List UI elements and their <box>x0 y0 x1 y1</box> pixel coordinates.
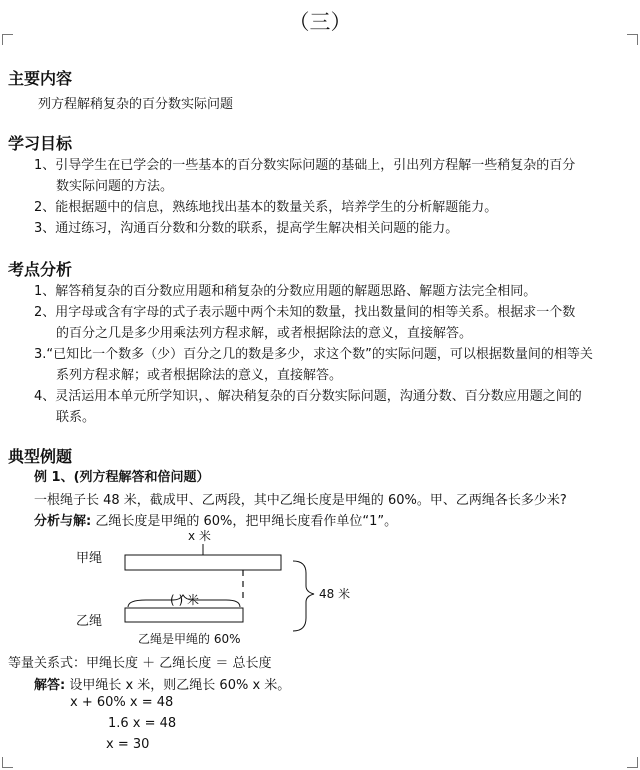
analysis-label: 分析与解: <box>34 514 92 529</box>
diagram-label-total: 48 米 <box>319 587 351 601</box>
goal-line: 数实际问题的方法。 <box>56 179 174 194</box>
diagram-label-yi: 乙绳 <box>76 614 103 629</box>
section-heading-key-points: 考点分析 <box>8 260 73 279</box>
diagram-brace-total <box>293 561 314 631</box>
section-heading-learning-goals: 学习目标 <box>8 134 73 153</box>
key-point-line: 3.“已知比一个数多（少）百分之几的数是多少，求这个数”的实际问题，可以根据数量间的相等关 <box>34 347 593 362</box>
key-point-line: 的百分之几是多少用乘法列方程求解，或者根据除法的意义，直接解答。 <box>56 326 473 341</box>
page-title: （三） <box>288 10 352 34</box>
key-point-line: 联系。 <box>56 410 96 425</box>
diagram-bar-yi <box>125 608 243 622</box>
diagram-label-jia: 甲绳 <box>76 551 103 566</box>
relation-line: 等量关系式：甲绳长度 ＋ 乙绳长度 ＝ 总长度 <box>8 656 272 671</box>
key-point-line: 1、解答稍复杂的百分数应用题和稍复杂的分数应用题的解题思路、解题方法完全相同。 <box>34 284 537 299</box>
corner-mark-bottom-left <box>2 757 13 768</box>
diagram-caption: 乙绳是甲绳的 60% <box>138 632 241 646</box>
main-content-line: 列方程解稍复杂的百分数实际问题 <box>38 97 234 112</box>
answer-label: 解答: <box>34 678 66 693</box>
goal-line: 1、引导学生在已学会的一些基本的百分数实际问题的基础上，引出列方程解一些稍复杂的百分 <box>34 158 576 173</box>
key-point-line: 4、灵活运用本单元所学知识，、解决稍复杂的百分数实际问题，沟通分数、百分数应用题之间的 <box>34 389 582 404</box>
answer-line <box>34 674 290 693</box>
equation-step: 1.6 x = 48 <box>108 716 177 731</box>
corner-mark-bottom-right <box>627 757 638 768</box>
diagram-bar-jia <box>125 555 281 570</box>
equation-step: x = 30 <box>106 737 150 752</box>
key-point-line: 2、用字母或含有字母的式子表示题中两个未知的数量，找出数量间的相等关系。根据求一个数 <box>34 305 576 320</box>
analysis-text: 乙绳长度是甲绳的 60%，把甲绳长度看作单位“1”。 <box>91 514 398 529</box>
diagram-label-paren: ( ) 米 <box>170 593 199 607</box>
goal-line: 2、能根据题中的信息，熟练地找出基本的数量关系，培养学生的分析解题能力。 <box>34 200 498 215</box>
key-point-line: 系列方程求解；或者根据除法的意义，直接解答。 <box>56 368 343 383</box>
equation-step: x + 60% x = 48 <box>70 695 174 710</box>
example-question: 一根绳子长 48 米，截成甲、乙两段，其中乙绳长度是甲绳的 60%。甲、乙两绳各长多少米? <box>34 493 567 508</box>
segment-diagram <box>0 528 640 648</box>
diagram-label-x: x 米 <box>188 529 211 543</box>
section-heading-main-content: 主要内容 <box>8 69 73 88</box>
analysis-line <box>34 510 397 529</box>
example-title: 例 1、(列方程解答和倍问题） <box>34 470 210 485</box>
goal-line: 3、通过练习，沟通百分数和分数的联系，提高学生解决相关问题的能力。 <box>34 221 459 236</box>
answer-text: 设甲绳长 x 米，则乙绳长 60% x 米。 <box>65 678 291 693</box>
section-heading-examples: 典型例题 <box>8 447 73 466</box>
